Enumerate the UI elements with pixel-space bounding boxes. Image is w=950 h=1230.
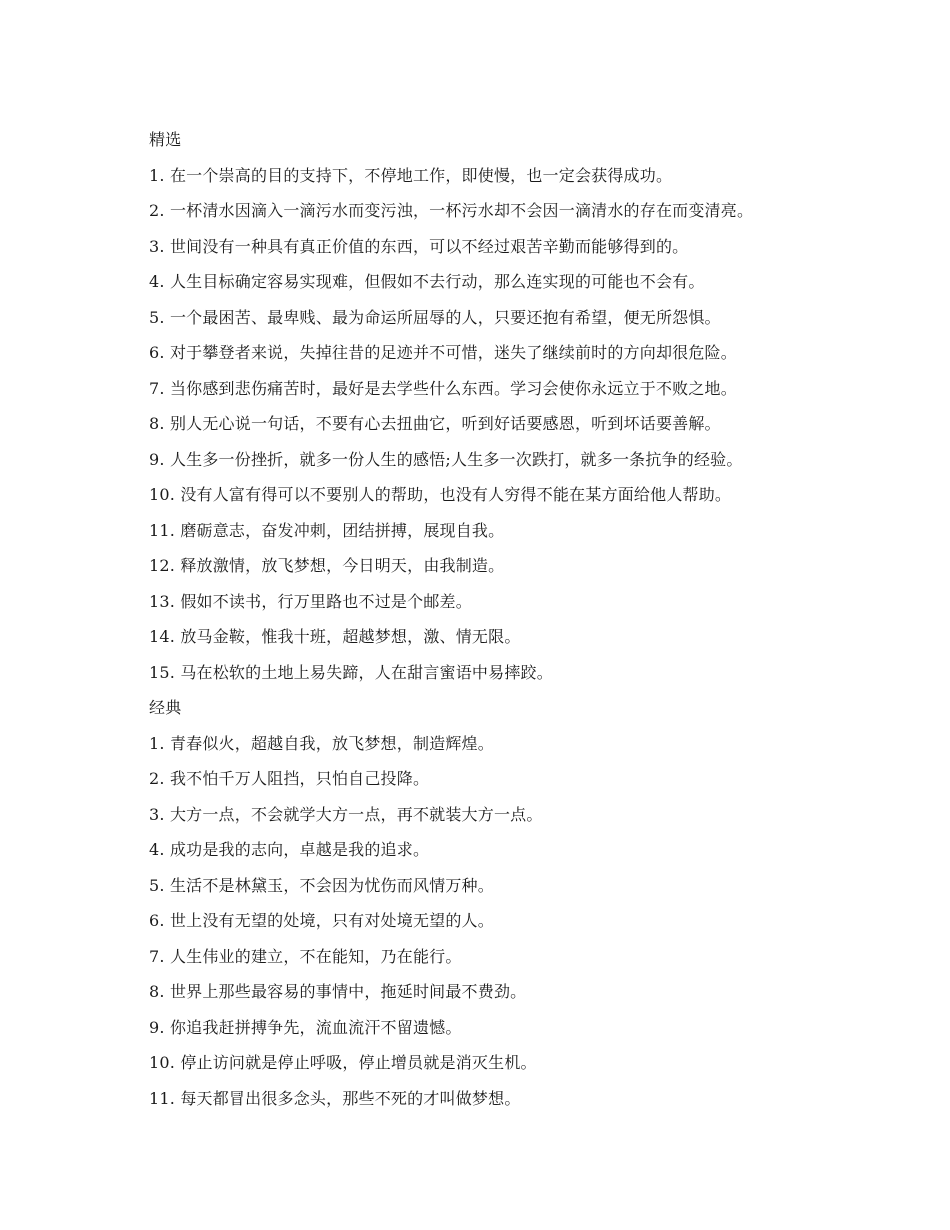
list-item: 8. 别人无心说一句话，不要有心去扭曲它，听到好话要感恩，听到坏话要善解。	[149, 414, 721, 433]
list-item: 6. 对于攀登者来说，失掉往昔的足迹并不可惜，迷失了继续前时的方向却很危险。	[149, 343, 737, 362]
list-item: 9. 你追我赶拼搏争先，流血流汗不留遗憾。	[149, 1017, 462, 1037]
list-item: 3. 世间没有一种具有真正价值的东西，可以不经过艰苦辛勤而能够得到的。	[149, 236, 689, 256]
list-item: 3. 大方一点，不会就学大方一点，再不就装大方一点。	[149, 804, 543, 824]
list-item: 12. 释放激情，放飞梦想，今日明天，由我制造。	[149, 556, 505, 575]
section-featured	[149, 122, 889, 690]
list-item: 10. 停止访问就是停止呼吸，停止增员就是消灭生机。	[149, 1053, 537, 1072]
list-item: 10. 没有人富有得可以不要别人的帮助，也没有人穷得不能在某方面给他人帮助。	[149, 485, 732, 504]
list-item: 2. 一杯清水因滴入一滴污水而变污浊，一杯污水却不会因一滴清水的存在而变清亮。	[149, 201, 754, 220]
list-item: 7. 人生伟业的建立，不在能知，乃在能行。	[149, 946, 462, 966]
list-item: 1. 青春似火，超越自我，放飞梦想，制造辉煌。	[149, 733, 494, 753]
list-item: 8. 世界上那些最容易的事情中，拖延时间最不费劲。	[149, 982, 527, 1001]
list-item: 11. 磨砺意志，奋发冲刺，团结拼搏，展现自我。	[149, 520, 505, 540]
list-item: 5. 生活不是林黛玉，不会因为忧伤而风情万种。	[149, 875, 494, 895]
list-item: 2. 我不怕千万人阻挡，只怕自己投降。	[149, 769, 430, 788]
list-item: 15. 马在松软的土地上易失蹄，人在甜言蜜语中易摔跤。	[149, 662, 553, 682]
list-item: 7. 当你感到悲伤痛苦时，最好是去学些什么东西。学习会使你永远立于不败之地。	[149, 378, 737, 398]
section-heading: 精选	[149, 130, 182, 149]
list-item: 1. 在一个崇高的目的支持下，不停地工作，即使慢，也一定会获得成功。	[149, 165, 673, 185]
section-classic	[149, 690, 889, 1116]
document-page	[149, 122, 889, 1116]
list-item: 14. 放马金鞍，惟我十班，超越梦想，激、情无限。	[149, 627, 521, 646]
list-item: 9. 人生多一份挫折，就多一份人生的感悟;人生多一次跌打，就多一条抗争的经验。	[149, 449, 743, 469]
list-item: 5. 一个最困苦、最卑贱、最为命运所屈辱的人，只要还抱有希望，便无所怨惧。	[149, 307, 721, 327]
list-item: 13. 假如不读书，行万里路也不过是个邮差。	[149, 591, 472, 611]
list-item: 4. 成功是我的志向，卓越是我的追求。	[149, 840, 430, 859]
list-item: 11. 每天都冒出很多念头，那些不死的才叫做梦想。	[149, 1088, 521, 1108]
section-heading: 经典	[149, 698, 182, 717]
list-item: 4. 人生目标确定容易实现难，但假如不去行动，那么连实现的可能也不会有。	[149, 272, 705, 291]
list-item: 6. 世上没有无望的处境，只有对处境无望的人。	[149, 911, 494, 930]
